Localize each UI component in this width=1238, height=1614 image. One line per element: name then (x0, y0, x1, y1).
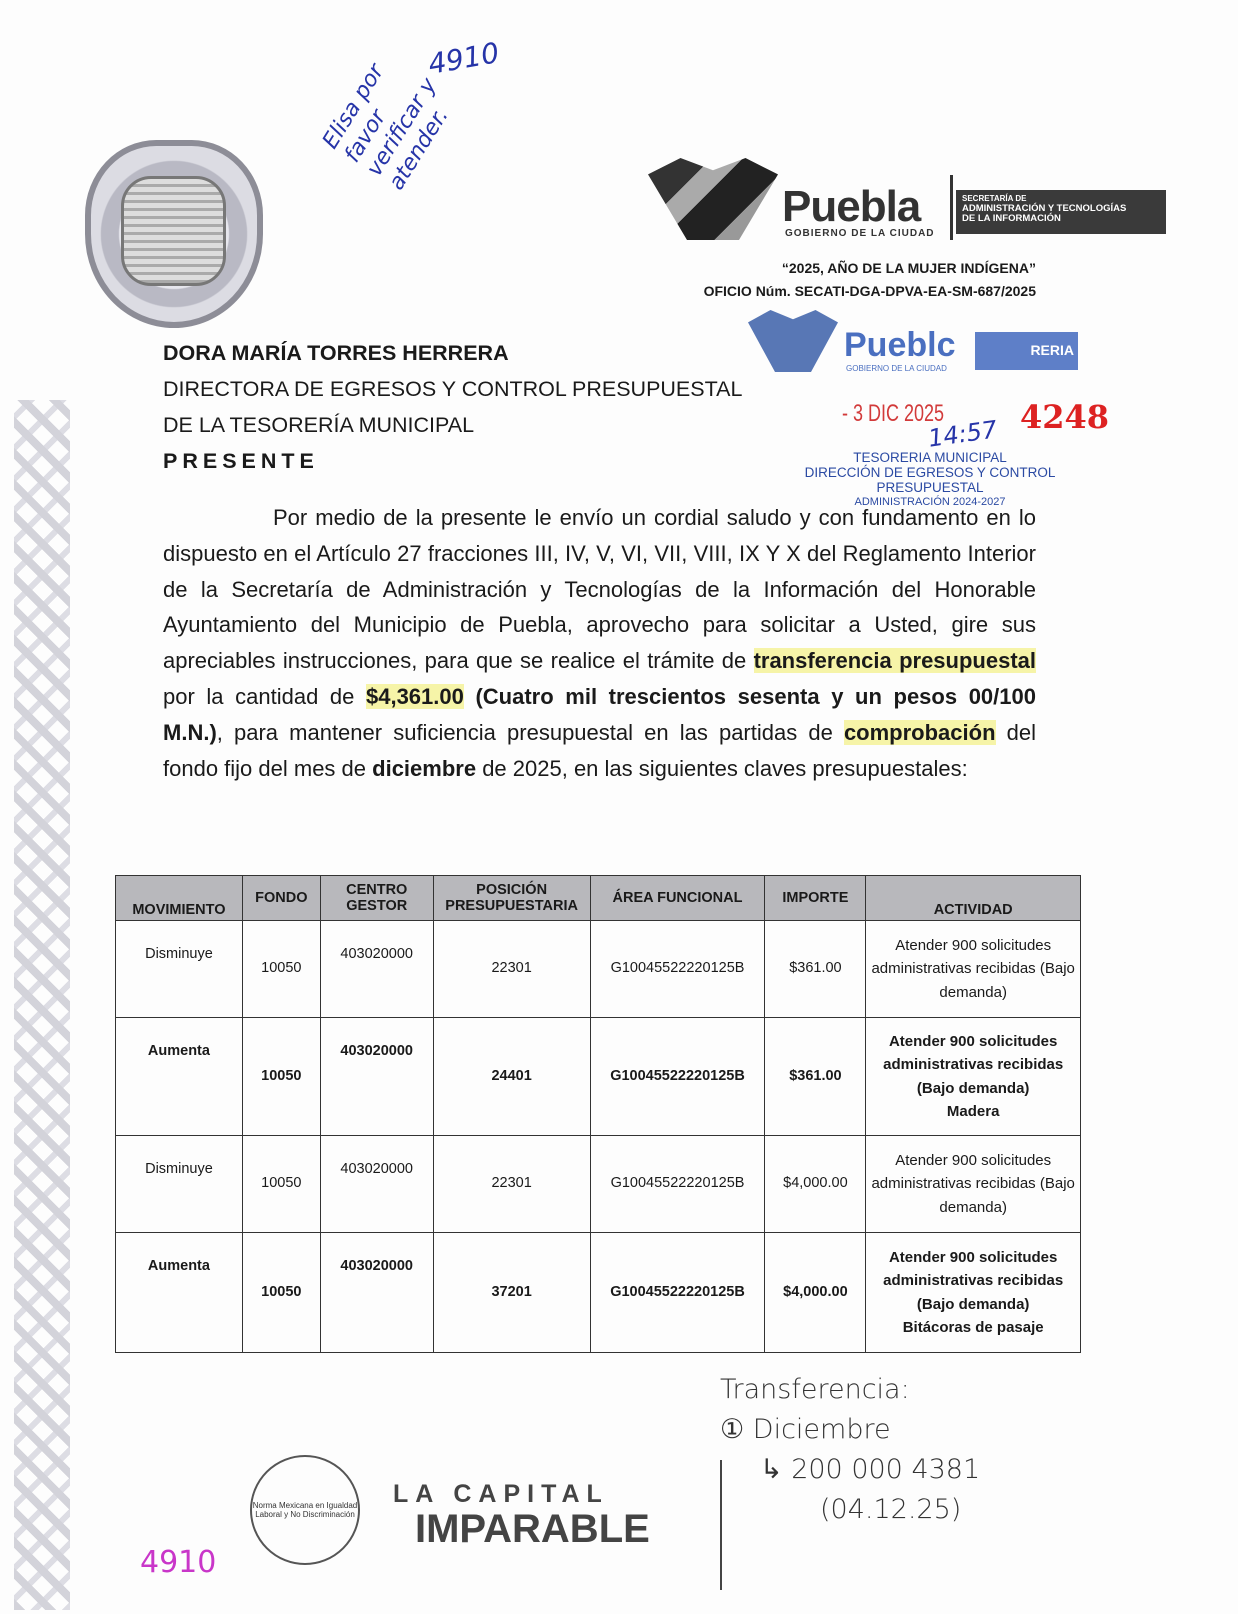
centro-value: 403020000 (340, 1258, 413, 1274)
cell-posicion (433, 1136, 590, 1233)
header-area-funcional: ÁREA FUNCIONAL (590, 876, 765, 921)
secretaria-box (956, 190, 1166, 234)
stamp-folio: 4248 (1020, 398, 1110, 436)
body-text: Por medio de la presente le envío un cordial saludo y con fundamento en lo dispuesto en el Artículo 27 fracciones III, IV, V, VI, VII, VIII, IX Y X del Reglamento Interior de la Secretaría de Administración y Tecnologías de la Información del Honorable Ayuntamiento del Municipio de Puebla, aprovecho para solicitar a Usted, gire sus apreciables instrucciones, para que se realice el trámite de (163, 505, 1036, 674)
cell-actividad (866, 1233, 1081, 1353)
cell-area (590, 1233, 765, 1353)
decorative-border (14, 400, 70, 1610)
cell-posicion (433, 1233, 590, 1353)
addressee-block (163, 335, 742, 479)
centro-value: 403020000 (340, 1161, 413, 1177)
body-text: del fondo fijo del mes de (163, 719, 1036, 781)
handwritten-transfer-note (720, 1370, 980, 1530)
header-fondo: FONDO (242, 876, 320, 921)
budget-table (115, 875, 1081, 1353)
cell-fondo (242, 1233, 320, 1353)
table-header (116, 876, 1081, 921)
fondo-value: 10050 (261, 1175, 302, 1192)
body-paragraph (163, 500, 1036, 786)
amount-words: (Cuatro mil trescientos sesenta y un pesos 00/100 M.N.) (163, 683, 1036, 745)
posicion-value: 24401 (491, 1067, 532, 1084)
cell-actividad (866, 1018, 1081, 1136)
city-seal (85, 140, 263, 328)
highlight-transferencia: transferencia presupuestal (753, 648, 1036, 674)
note-line: ① Diciembre (720, 1414, 891, 1445)
table-row (116, 1233, 1081, 1353)
cell-movimiento (116, 1136, 243, 1233)
divider (950, 175, 953, 240)
stamp-subtitle: GOBIERNO DE LA CIUDAD (846, 364, 947, 373)
table-row (116, 921, 1081, 1018)
cell-movimiento (116, 1233, 243, 1353)
header-movimiento: MOVIMIENTO (116, 876, 243, 921)
cell-importe (765, 1233, 866, 1353)
secretaria-name: ADMINISTRACIÓN Y TECNOLOGÍAS (962, 203, 1127, 214)
fondo-value: 10050 (261, 1067, 302, 1084)
header-posicion: POSICIÓN PRESUPUESTARIA (433, 876, 590, 921)
movimiento-value: Aumenta (147, 1043, 210, 1059)
cell-centro (320, 1136, 433, 1233)
cell-centro (320, 1018, 433, 1136)
header-importe: IMPORTE (765, 876, 866, 921)
area-value: G10045522220125B (610, 1067, 745, 1084)
addressee-title-2: DE LA TESORERÍA MUNICIPAL (163, 413, 475, 437)
cell-posicion (433, 1018, 590, 1136)
norma-igualdad-seal: Norma Mexicana en Igualdad Laboral y No Discriminación (250, 1455, 360, 1565)
capital-line2: IMPARABLE (415, 1507, 650, 1551)
movimiento-value: Disminuye (145, 1161, 213, 1177)
cell-actividad (866, 921, 1081, 1018)
actividad-value: Atender 900 solicitudes administrativas recibidas (Bajo demanda) (871, 936, 1075, 1001)
movimiento-value: Aumenta (147, 1258, 210, 1274)
stamp-date: - 3 DIC 2025 (842, 400, 945, 427)
body-text: de 2025, en las siguientes claves presupuestales: (476, 755, 968, 781)
addressee-name: DORA MARÍA TORRES HERRERA (163, 341, 509, 365)
footer-divider (720, 1460, 722, 1590)
header-actividad: ACTIVIDAD (866, 876, 1081, 921)
stamp-time: 14:57 (926, 415, 999, 453)
table-row (116, 1136, 1081, 1233)
posicion-value: 22301 (491, 1175, 532, 1192)
secretaria-small: SECRETARÍA DE (962, 194, 1027, 203)
importe-value: $361.00 (789, 1067, 842, 1084)
amount: $4,361.00 (365, 683, 464, 709)
actividad-value: Atender 900 solicitudes administrativas recibidas (Bajo demanda) (883, 1032, 1064, 1097)
cell-importe (765, 1136, 866, 1233)
fondo-value: 10050 (261, 960, 302, 977)
area-value: G10045522220125B (610, 960, 745, 977)
header-centro-gestor: CENTRO GESTOR (320, 876, 433, 921)
cell-fondo (242, 1018, 320, 1136)
area-value: G10045522220125B (610, 1175, 745, 1192)
posicion-value: 22301 (491, 960, 532, 977)
stamp-line: PRESUPUESTAL (876, 480, 984, 495)
handwritten-pink-number: 4910 (140, 1545, 217, 1580)
addressee-title: DIRECTORA DE EGRESOS Y CONTROL PRESUPUESTAL (163, 377, 743, 401)
note-line: (04.12.25) (820, 1494, 962, 1525)
note-line: Transferencia: (720, 1374, 910, 1405)
handwritten-number: 4910 (425, 36, 502, 81)
handwritten-note: Elisa por favor verificar y atender. (318, 59, 454, 195)
cell-fondo (242, 1136, 320, 1233)
actividad-value: Atender 900 solicitudes administrativas recibidas (Bajo demanda) (871, 1151, 1075, 1216)
cell-actividad (866, 1136, 1081, 1233)
centro-value: 403020000 (340, 946, 413, 962)
movimiento-value: Disminuye (145, 946, 213, 962)
brand-subtitle: GOBIERNO DE LA CIUDAD (785, 228, 935, 239)
month: diciembre (372, 755, 477, 781)
cell-centro (320, 1233, 433, 1353)
stamp-bar: RERIA (975, 332, 1078, 370)
capital-line1: LA CAPITAL (393, 1480, 609, 1508)
stamp-line: ADMINISTRACIÓN 2024-2027 (854, 496, 1006, 508)
puebla-logo-art (648, 158, 778, 240)
centro-value: 403020000 (340, 1043, 413, 1059)
stamp-line: DIRECCIÓN DE EGRESOS Y CONTROL (804, 465, 1056, 480)
stamp-line: TESORERIA MUNICIPAL (853, 450, 1007, 465)
note-line: ↳ 200 000 4381 (760, 1454, 981, 1485)
presente: PRESENTE (163, 449, 319, 473)
cell-area (590, 1136, 765, 1233)
stamp-brand: Pueblc (844, 326, 956, 364)
importe-value: $4,000.00 (783, 1283, 848, 1300)
importe-value: $361.00 (789, 960, 842, 977)
highlight-comprobacion: comprobación (843, 719, 996, 745)
cell-importe (765, 921, 866, 1018)
cell-posicion (433, 921, 590, 1018)
importe-value: $4,000.00 (783, 1175, 848, 1192)
brand-name: Puebla (782, 182, 921, 231)
area-value: G10045522220125B (610, 1283, 745, 1300)
cell-fondo (242, 921, 320, 1018)
body-text: , para mantener suficiencia presupuestal en las partidas de (216, 719, 844, 745)
cell-movimiento (116, 921, 243, 1018)
cell-area (590, 921, 765, 1018)
year-motto: “2025, AÑO DE LA MUJER INDÍGENA” (781, 260, 1036, 276)
body-text: por la cantidad de (163, 683, 366, 709)
cell-centro (320, 921, 433, 1018)
cell-movimiento (116, 1018, 243, 1136)
actividad-extra: Madera (946, 1103, 1000, 1120)
oficio-number: OFICIO Núm. SECATI-DGA-DPVA-EA-SM-687/2025 (703, 283, 1036, 299)
capital-imparable-logo (393, 1480, 650, 1549)
posicion-value: 37201 (491, 1283, 532, 1300)
actividad-value: Atender 900 solicitudes administrativas recibidas (Bajo demanda) (883, 1248, 1064, 1313)
stamp-logo (748, 310, 838, 372)
secretaria-name-2: DE LA INFORMACIÓN (962, 213, 1061, 224)
cell-area (590, 1018, 765, 1136)
table-row (116, 1018, 1081, 1136)
fondo-value: 10050 (261, 1283, 302, 1300)
actividad-extra: Bitácoras de pasaje (902, 1319, 1044, 1336)
cell-importe (765, 1018, 866, 1136)
